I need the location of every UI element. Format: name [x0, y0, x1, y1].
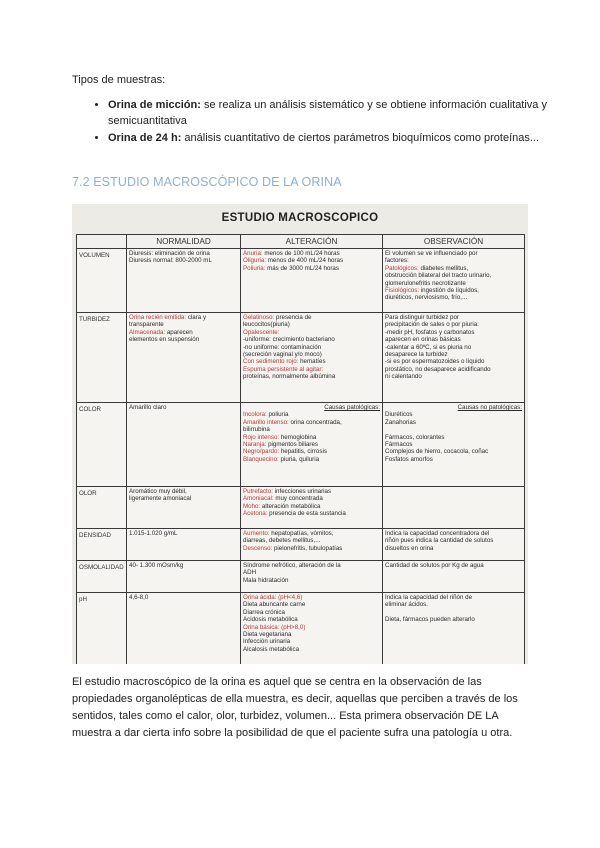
- cell-line: Putrefacto: infecciones urinarias: [243, 488, 332, 495]
- cell-line: El volumen se ve influenciado por: [385, 250, 478, 257]
- header-observacion: OBSERVACIÓN: [383, 235, 525, 249]
- cell-line: Almacenada: aparecen: [129, 328, 193, 336]
- cell-alteration: [241, 593, 383, 665]
- cell-line: Oliguria: menos de 400 mL/24 horas: [243, 257, 344, 265]
- cell-normal: [127, 249, 241, 313]
- cell-line: Anuria: menos de 100 mL/24 horas: [243, 250, 340, 257]
- cell-alteration: [241, 561, 383, 593]
- cell-line: Aumento: hepatopatías, vómitos,: [243, 530, 334, 537]
- cell-line: Acidosis metabólica: [243, 616, 298, 624]
- macroscopic-table: [76, 234, 525, 664]
- section-heading: 7.2 ESTUDIO MACROSCÓPICO DE LA ORINA: [72, 175, 342, 189]
- param-label: DENSIDAD: [77, 529, 127, 561]
- body-paragraph: El estudio macroscópico de la orina es aquel que se centra en la observación de las propiedades organolépticas de ella muestra, es decir, aquellas que perciben a través de los sentidos, tales como el calor, olor, turbidez, volumen... Esta primera observación DE LA muestra a dar cierta info sobre la posibilidad de que el paciente sufra una patología u otra.: [72, 676, 518, 739]
- cell-line: Gelatinoso: presencia de: [243, 314, 312, 321]
- cell-line: transparente: [129, 321, 164, 329]
- cell-normal: [127, 593, 241, 665]
- cell-observation: [383, 561, 525, 593]
- cell-alteration: [241, 487, 383, 529]
- cell-line: (secreción vaginal y/o moco): [243, 351, 322, 359]
- cell-line: Amoniacal: muy concentrada: [243, 495, 323, 503]
- cell-line: Para distinguir turbidez por: [385, 314, 459, 321]
- cell-line: Naranja: pigmentos biliares: [243, 441, 318, 449]
- cell-line: Poliuria: más de 3000 mL/24 horas: [243, 264, 339, 272]
- cell-line: ADH: [243, 569, 257, 577]
- cell-line: 1.015-1.020 g/mL: [129, 530, 178, 537]
- param-label: VOLUMEN: [77, 249, 127, 313]
- cell-line: Amarillo intenso: orina concentrada,: [243, 418, 342, 426]
- cell-line: [385, 609, 522, 616]
- cell-line: Indica la capacidad concentradora del: [385, 530, 490, 537]
- param-label: OLOR: [77, 487, 127, 529]
- param-label: TURBIDEZ: [77, 313, 127, 403]
- bullet-label: Orina de micción:: [108, 99, 201, 111]
- param-label: COLOR: [77, 403, 127, 487]
- cell-line: 4,6-8,0: [129, 594, 149, 601]
- cell-line: diuréticos, nerviosismo, frío,...: [385, 294, 468, 302]
- cell-line: leucocitos(piuria): [243, 321, 290, 329]
- cell-line: Incolora: poliuria: [243, 411, 289, 419]
- cell-line: prostático, no desaparece acidificando: [385, 365, 491, 373]
- cell-line: Fosfatos amorfos: [385, 455, 433, 463]
- cell-line: Moho: alteración metabólica: [243, 502, 321, 510]
- cell-line: precipitación de sales o por piuria:: [385, 321, 479, 329]
- cell-line: Opalescente:: [243, 328, 280, 336]
- cell-line: Descenso: pielonefritis, tubulopatías: [243, 544, 343, 552]
- cell-normal: [127, 529, 241, 561]
- cell-line: Cantidad de solutos por Kg de agua: [385, 562, 484, 569]
- cell-line: bilirrubina: [243, 426, 270, 434]
- cell-line: Orina básica: (pH>8,0): [243, 623, 306, 631]
- cell-observation: [383, 487, 525, 529]
- cell-line: eliminar ácidos.: [385, 601, 428, 609]
- row-ph: [77, 593, 525, 665]
- cell-alteration: [241, 529, 383, 561]
- cell-line: Fármacos: [385, 441, 413, 449]
- param-label: pH: [77, 593, 127, 665]
- cell-line: riñón pues indica la cantidad de solutos: [385, 537, 494, 545]
- cell-line: Patológicos: diabetes mellitus,: [385, 264, 469, 272]
- cell-line: glomerulonefritis necrotizante: [385, 279, 466, 287]
- row-turbidez: [77, 313, 525, 403]
- cell-line: Mala hidratación: [243, 576, 289, 584]
- cell-line: -no uniforme: contaminación: [243, 343, 322, 351]
- cell-line: -uniforme: crecimiento bacteriano: [243, 336, 335, 344]
- row-color: [77, 403, 525, 487]
- cell-line: Complejos de hierro, cocacola, coñac: [385, 448, 489, 456]
- cell-subheading: Causas patológicas:: [324, 404, 380, 411]
- row-densidad: [77, 529, 525, 561]
- cell-line: Fisiológicos: ingestión de líquidos,: [385, 287, 479, 295]
- cell-normal: [127, 403, 241, 487]
- cell-line: Orina ácida: (pH<4,6): [243, 594, 303, 601]
- header-alteracion: ALTERACIÓN: [241, 235, 383, 249]
- cell-observation: [383, 403, 525, 487]
- param-label: OSMOLALIDAD: [77, 561, 127, 593]
- cell-line: Acetona: presencia de esta sustancia: [243, 510, 346, 518]
- cell-line: Diuresis normal: 800-2000 mL: [129, 257, 212, 265]
- row-osmolalidad: [77, 561, 525, 593]
- cell-observation: [383, 313, 525, 403]
- cell-line: Indica la capacidad del riñón de: [385, 594, 473, 601]
- cell-line: -si es por espermatozoides o líquido: [385, 358, 485, 366]
- cell-line: Espuma persistente al agitar:: [243, 365, 324, 373]
- cell-line: factores:: [385, 257, 409, 265]
- cell-line: diarreas, debetes mellitus,...: [243, 537, 321, 545]
- cell-line: ni calentando: [385, 373, 422, 381]
- cell-line: Orina recién emitida: clara y: [129, 314, 207, 321]
- header-normalidad: NORMALIDAD: [127, 235, 241, 249]
- cell-line: obstrucción bilateral del tracto urinario,: [385, 272, 492, 280]
- cell-alteration: [241, 403, 383, 487]
- cell-line: Fármacos, colorantes: [385, 433, 445, 441]
- cell-line: Dieta, fármacos pueden alterarlo: [385, 616, 475, 624]
- cell-alteration: [241, 249, 383, 313]
- cell-alteration: [241, 313, 383, 403]
- cell-line: Diuréticos: [385, 411, 413, 419]
- cell-subheading: Causas no patológicas:: [457, 404, 522, 411]
- cell-line: Rojo intenso: hemoglobina: [243, 433, 317, 441]
- row-olor: [77, 487, 525, 529]
- bullet-label: Orina de 24 h:: [108, 132, 182, 144]
- cell-line: disueltos en orina: [385, 544, 434, 552]
- cell-line: Dieta abuncante carne: [243, 601, 306, 609]
- cell-line: Dieta vegetariana: [243, 631, 292, 639]
- cell-observation: [383, 593, 525, 665]
- intro-text: Tipos de muestras:: [72, 74, 166, 86]
- cell-line: Negro/pardo: hepatitis, cirrosis: [243, 448, 327, 456]
- bullet-text: análisis cuantitativo de ciertos parámetros bioquímicos como proteínas...: [184, 132, 540, 144]
- cell-line: [385, 426, 522, 433]
- cell-line: Aromático muy débil,: [129, 488, 187, 495]
- cell-line: Con sedimento rojo: hematíes: [243, 358, 326, 366]
- cell-line: -calentar a 60ºC, si es piuria no: [385, 343, 472, 351]
- header-empty: [77, 235, 127, 249]
- cell-observation: [383, 249, 525, 313]
- cell-line: elementos en suspensión: [129, 336, 200, 344]
- cell-line: Infección urinaria: [243, 638, 291, 646]
- cell-line: Diarrea crónica: [243, 608, 285, 616]
- cell-line: ligeramente amoniacal: [129, 495, 192, 503]
- bullet-item: [108, 98, 568, 129]
- cell-line: Blanquecino: piuria, quiluria: [243, 455, 320, 463]
- cell-line: proteínas, normalmente albúmina: [243, 373, 336, 381]
- cell-observation: [383, 529, 525, 561]
- table-photo: [72, 204, 528, 664]
- cell-line: Amarillo claro: [129, 404, 167, 411]
- cell-line: Zanahorias: [385, 418, 416, 426]
- cell-normal: [127, 313, 241, 403]
- cell-line: desaparece la turbidez: [385, 351, 448, 359]
- table-header-row: [77, 235, 525, 249]
- bullet-text: se realiza un análisis sistemático y se obtiene información cualitativa y semicuantitativa: [108, 99, 547, 127]
- sample-types-list: [72, 98, 568, 149]
- cell-normal: [127, 561, 241, 593]
- cell-line: Diuresis: eliminación de orina: [129, 250, 210, 257]
- cell-line: -medir pH, fosfatos y carbonatos: [385, 328, 475, 336]
- cell-line: aparecen en orinas básicas: [385, 336, 461, 344]
- cell-normal: [127, 487, 241, 529]
- cell-line: Alcalosis metabólica: [243, 645, 300, 653]
- table-title: ESTUDIO MACROSCOPICO: [221, 212, 379, 224]
- bullet-item: [108, 131, 568, 147]
- row-volumen: [77, 249, 525, 313]
- cell-line: 40- 1.300 mOsm/kg: [129, 562, 184, 569]
- cell-line: Síndrome nefrótico, alteración de la: [243, 562, 341, 569]
